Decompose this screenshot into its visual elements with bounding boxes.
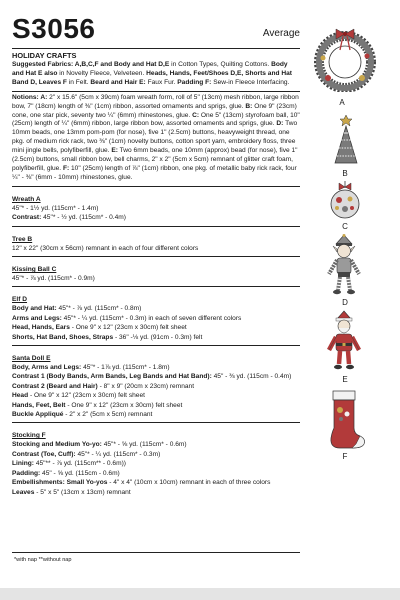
section-title: Tree B — [12, 235, 33, 243]
yardage-value: 45"* - ½ yd. (115cm* - 0.4m) — [41, 214, 126, 222]
yardage-label: Contrast 1 (Body Bands, Arm Bands, Leg Bands and Hat Band): — [12, 373, 212, 381]
yardage-label: Hands, Feet, Belt — [12, 401, 66, 409]
divider — [12, 286, 300, 287]
notions-label-e: E: — [111, 147, 118, 155]
yardage-label: Buckle Appliqué — [12, 411, 64, 419]
suggested-fabrics — [12, 61, 300, 88]
yardage-label: Padding: — [12, 469, 41, 477]
figure-label-b: B — [342, 169, 348, 178]
notions-text-f: 10" (25cm) length of ⅞" (1cm) ribbon, one pkg. of metallic baby rick rack, four ¼" - ⅜" (6mm - 10mm) rhinestones, glue. — [12, 164, 297, 181]
header — [12, 14, 300, 48]
fabrics-text-1: in Cotton Types, Quilting Cottons. — [169, 61, 272, 68]
yardage-line — [12, 333, 300, 342]
fabrics-text-2: in Novelty Fleece, Velveteen. — [57, 69, 147, 77]
yardage-value: - 8" x 9" (20cm x 23cm) remnant — [97, 382, 195, 390]
yardage-label: Leaves — [12, 488, 35, 496]
yardage-line — [12, 372, 300, 381]
yardage-label: Stocking and Medium Yo-yo: — [12, 441, 102, 449]
section-elf-d — [12, 295, 300, 346]
figure-label-f: F — [342, 452, 348, 461]
pattern-number: S3056 — [12, 13, 96, 44]
section-kissing-ball-c — [12, 265, 300, 287]
yardage-label: Contrast (Toe, Cuff): — [12, 450, 76, 458]
yardage-value: - 36" -⅛ yd. (91cm - 0.3m) felt — [113, 333, 203, 341]
yardage-line — [12, 401, 300, 410]
divider — [12, 226, 300, 227]
fabrics-bold-4: Beard and Hair E: — [90, 78, 146, 86]
figure-label-d: D — [342, 298, 348, 307]
notions-label-c: C: — [192, 111, 200, 119]
notions-text-c: One 5" (13cm) styrofoam ball, 10" (25cm) length of ¼" (6mm) ribbon, large ribbon bow, assorted ornaments and sprigs, glue. — [12, 111, 300, 128]
yardage-value: - 2" x 2" (5cm x 5cm) remnant — [63, 411, 153, 419]
notions-label-f: F: — [62, 164, 70, 172]
figure-label-a: A — [339, 98, 345, 107]
nap-footnote: *with nap **without nap — [14, 557, 72, 563]
yardage-line — [12, 323, 300, 332]
yardage-label: Head, Hands, Ears — [12, 324, 70, 332]
yardage-value: 45"* - ¼ yd. (115cm* - 0.3m) in each of seven different colors — [61, 314, 242, 322]
yardage-value: - 5" x 5" (13cm x 13cm) remnant — [34, 488, 131, 496]
header-rule — [12, 48, 300, 49]
fabrics-text-5: Sew-in Fleece Interfacing. — [211, 78, 290, 86]
difficulty-label: Average — [262, 28, 300, 39]
yardage-line — [12, 469, 300, 478]
yardage-line — [12, 478, 300, 487]
page-title: HOLIDAY CRAFTS — [12, 51, 77, 60]
tree-illustration — [332, 112, 360, 166]
yardage-value: 45"* - 1⅞ yd. (115cm* - 1.8m) — [81, 364, 170, 372]
section-title: Santa Doll E — [12, 355, 51, 363]
yardage-value: - One 9" x 12" (23cm x 30cm) felt sheet — [69, 324, 187, 332]
yardage-line: 45"* - ⅞ yd. (115cm* - 0.9m) — [12, 275, 95, 282]
divider — [12, 256, 300, 257]
notions-text-e: Two 6mm beads, one 10mm (approx) bead (for nose), five 1" (2.5cm) buttons, small ribbon bow, bell charms, 2" x 2" (5cm x 5cm) remnant of glitter craft foam, polyfiberfill, glue. — [12, 147, 298, 172]
fabrics-text-3: in Felt. — [66, 78, 91, 86]
yardage-label: Embellishments: Small Yo-yos — [12, 479, 108, 487]
yardage-label: Body and Hat: — [12, 305, 57, 313]
section-title: Kissing Ball C — [12, 266, 57, 273]
yardage-value: 45"** - ⅞ yd. (115cm** - 0.6m)) — [33, 460, 126, 468]
footer-rule — [12, 552, 300, 553]
yardage-label: Body, Arms and Legs: — [12, 364, 82, 372]
yardage-line — [12, 363, 300, 372]
section-title: Wreath A — [12, 195, 41, 203]
yardage-line — [12, 410, 300, 419]
yardage-line — [12, 382, 300, 391]
fabrics-text-4: Faux Fur. — [145, 78, 178, 86]
notions-text-d: Two 10mm beads, one 13mm pom-pom (for nose), five 1" (2.5cm) buttons, heavyweight thread, one pkg. of medium rick rack, two ⅜" (1cm) novelty buttons, cotton sport yarn, embroidery floss, three mini jingle bells, polyfiberfill, glue. — [12, 120, 298, 155]
divider — [12, 422, 300, 423]
fabrics-bold-5: Padding F: — [177, 78, 212, 86]
divider — [12, 186, 300, 187]
fabrics-bold-3: Heads, Hands, Feet/Shoes D,E, Shorts and Hat Band D, Leaves F — [12, 69, 292, 86]
notions — [12, 94, 300, 183]
yardage-value: - One 9" x 12" (23cm x 30cm) felt sheet — [28, 392, 145, 400]
yardage-line — [12, 450, 300, 459]
yardage-value: 45"* - ¼ yd. (115cm* - 0.3m) — [75, 450, 161, 458]
yardage-line — [12, 213, 300, 222]
kissing-ball-illustration — [325, 180, 365, 220]
yardage-line — [12, 488, 300, 497]
yardage-value: 45"* - ⅞ yd. (115cm* - 0.8m) — [56, 305, 142, 313]
notions-label-b: B: — [245, 102, 253, 110]
yardage-label: Contrast: — [12, 214, 42, 222]
yardage-line — [12, 391, 300, 400]
section-stocking-f — [12, 431, 300, 496]
section-tree-b — [12, 235, 300, 257]
figure-label-c: C — [342, 222, 348, 231]
yardage-label: Head — [12, 392, 29, 400]
yardage-label: Contrast 2 (Beard and Hair) — [12, 382, 98, 390]
wreath-illustration — [314, 28, 376, 92]
notions-label-d: D: — [276, 120, 284, 128]
fabrics-lead: Suggested Fabrics: A,B,C,F and Body and Hat D,E — [12, 61, 170, 68]
figure-label-e: E — [342, 375, 348, 384]
yardage-value: - 4" x 4" (10cm x 10cm) remnant in each of three colors — [107, 479, 271, 487]
notions-text-a: 2" x 15.6" (5cm x 39cm) foam wreath form, roll of 5" (13cm) mesh ribbon, large ribbon bow, 7" (18cm) length of ⅜" (1cm) ribbon, assorted ornaments and sprigs, glue. — [12, 93, 299, 110]
notions-lead: Notions: A: — [12, 93, 48, 101]
section-santa-doll-e — [12, 354, 300, 423]
section-wreath-a — [12, 195, 300, 227]
yardage-value: 45" - ⅝ yd. (115cm - 0.6m) — [40, 469, 120, 477]
yardage-line: 12" x 22" (30cm x 56cm) remnant in each of four different colors — [12, 244, 199, 252]
yardage-line — [12, 304, 300, 313]
santa-doll-illustration — [324, 310, 364, 372]
yardage-label: Shorts, Hat Band, Shoes, Straps — [12, 333, 114, 341]
divider — [12, 91, 300, 92]
section-title: Stocking F — [12, 432, 46, 440]
elf-illustration — [324, 234, 364, 296]
yardage-label: Arms and Legs: — [12, 314, 62, 322]
divider — [12, 345, 300, 346]
yardage-line — [12, 459, 300, 468]
yardage-line: 45"* - 1½ yd. (115cm* - 1.4m) — [12, 204, 99, 212]
yardage-line — [12, 440, 300, 449]
yardage-value: 45" - ⅜ yd. (115cm - 0.4m) — [211, 373, 292, 381]
notions-text-b: One 9" (23cm) cone, one star pick, seventy two ¼" (6mm) rhinestones, glue. — [12, 102, 297, 119]
yardage-label: Lining: — [12, 460, 34, 468]
yardage-value: 45"* - ⅝ yd. (115cm* - 0.6m) — [101, 441, 187, 449]
yardage-line — [12, 314, 300, 323]
yardage-value: - One 9" x 12" (23cm x 30cm) felt sheet — [65, 401, 183, 409]
content-column — [12, 51, 300, 497]
section-title: Elf D — [12, 296, 28, 304]
stocking-illustration — [322, 388, 368, 450]
fabrics-bold-2: Body and Hat E also — [12, 61, 288, 77]
